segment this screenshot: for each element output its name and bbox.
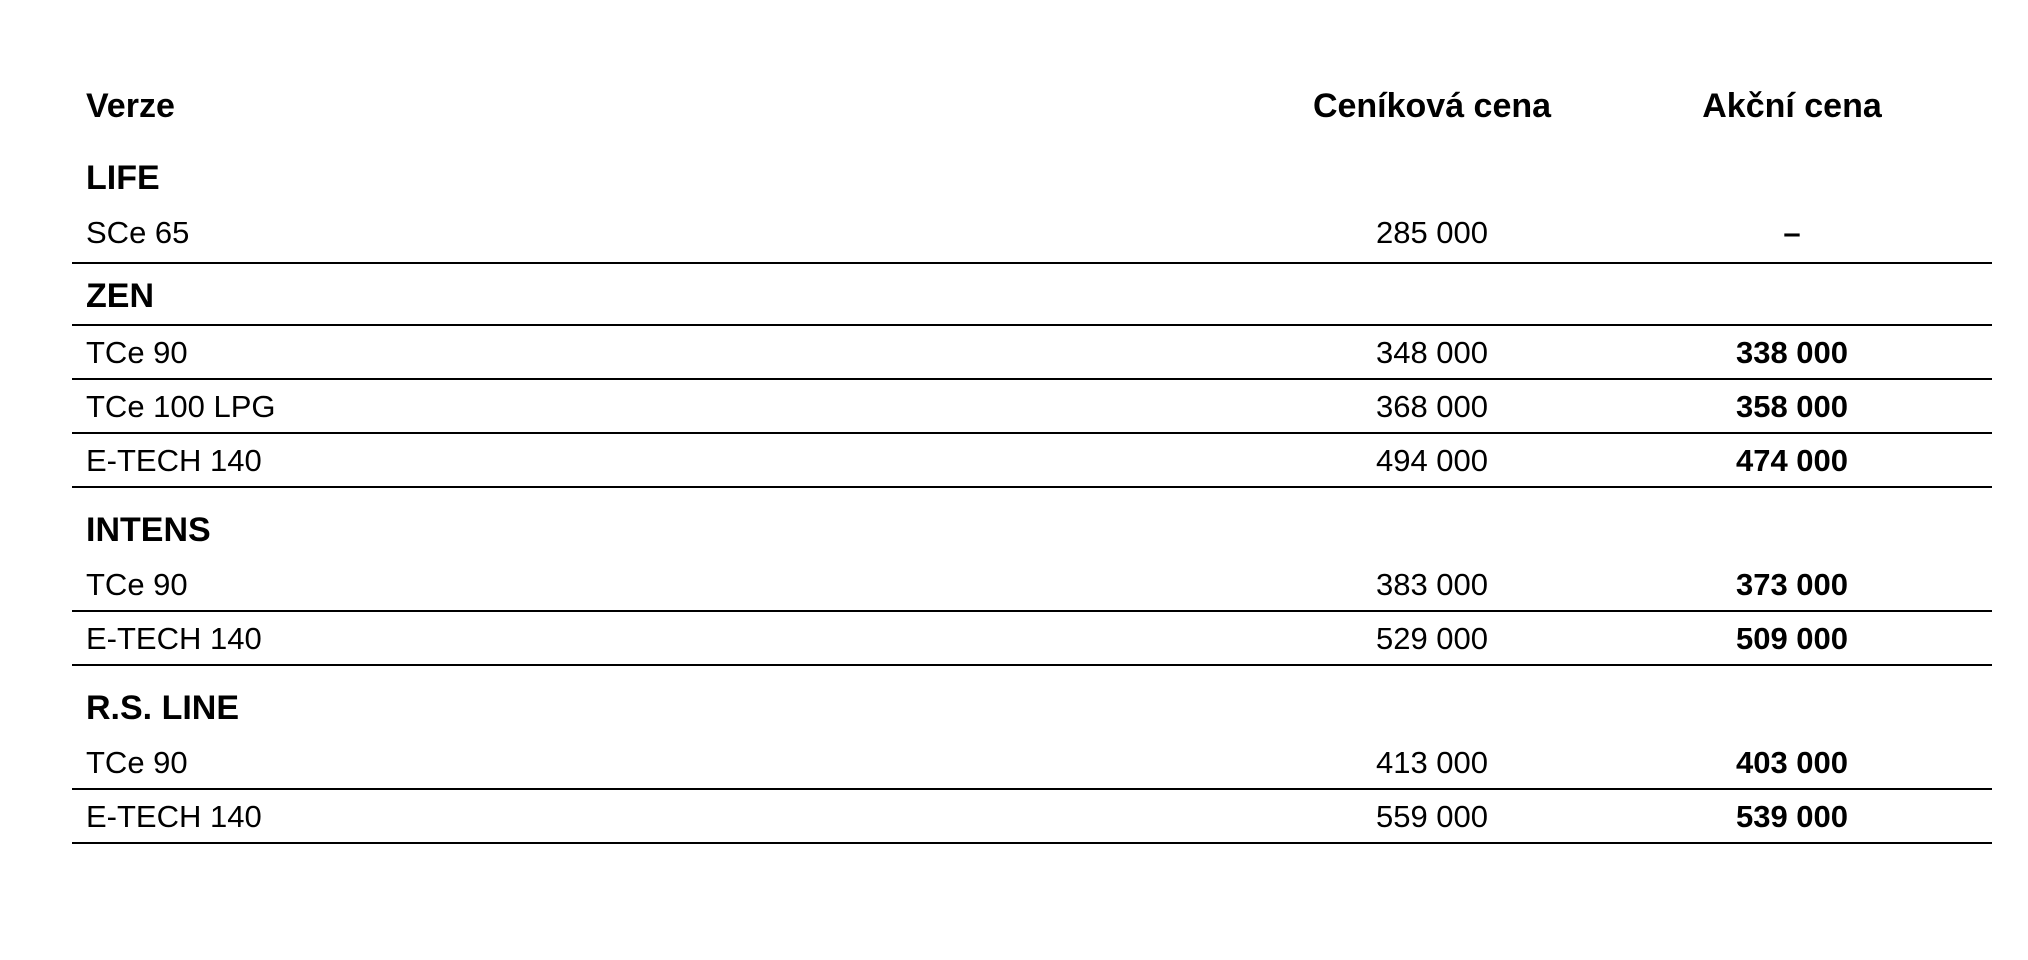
row-version: SCe 65 xyxy=(86,215,190,250)
row-promo-price: – xyxy=(1783,215,1801,250)
row-promo-price: 474 000 xyxy=(1735,443,1849,478)
table-header xyxy=(72,0,1992,146)
table-row xyxy=(72,434,1992,488)
row-list-price: 348 000 xyxy=(1375,335,1489,370)
row-list-price: 494 000 xyxy=(1375,443,1489,478)
row-version: TCe 90 xyxy=(86,335,188,370)
row-promo-price: 539 000 xyxy=(1735,799,1849,834)
row-list-price: 368 000 xyxy=(1375,389,1489,424)
row-version: E-TECH 140 xyxy=(86,621,262,656)
group-title-life xyxy=(72,146,1992,206)
row-list-price: 559 000 xyxy=(1375,799,1489,834)
row-version: TCe 90 xyxy=(86,745,188,780)
row-promo-price: 373 000 xyxy=(1735,567,1849,602)
row-list-price: 285 000 xyxy=(1375,215,1489,250)
row-promo-price: 358 000 xyxy=(1735,389,1849,424)
row-version: E-TECH 140 xyxy=(86,443,262,478)
group-title-rs-line xyxy=(72,676,1992,736)
group-gap xyxy=(72,666,1992,676)
group-title-zen xyxy=(72,264,1992,326)
header-list-price: Ceníková cena xyxy=(1312,87,1552,125)
row-promo-price: 403 000 xyxy=(1735,745,1849,780)
table-row xyxy=(72,206,1992,264)
group-name: INTENS xyxy=(86,511,211,549)
price-table xyxy=(72,0,1992,844)
group-name: R.S. LINE xyxy=(86,689,240,727)
row-version: E-TECH 140 xyxy=(86,799,262,834)
row-list-price: 383 000 xyxy=(1375,567,1489,602)
row-version: TCe 100 LPG xyxy=(86,389,276,424)
row-promo-price: 338 000 xyxy=(1735,335,1849,370)
table-row xyxy=(72,612,1992,666)
header-version: Verze xyxy=(86,87,175,125)
table-row xyxy=(72,558,1992,612)
header-promo-price: Akční cena xyxy=(1702,87,1882,125)
table-row xyxy=(72,736,1992,790)
group-name: LIFE xyxy=(86,159,160,197)
row-list-price: 413 000 xyxy=(1375,745,1489,780)
table-row xyxy=(72,326,1992,380)
group-name: ZEN xyxy=(86,277,154,315)
row-list-price: 529 000 xyxy=(1375,621,1489,656)
table-row xyxy=(72,380,1992,434)
group-title-intens xyxy=(72,498,1992,558)
row-version: TCe 90 xyxy=(86,567,188,602)
row-promo-price: 509 000 xyxy=(1735,621,1849,656)
group-gap xyxy=(72,488,1992,498)
table-row xyxy=(72,790,1992,844)
